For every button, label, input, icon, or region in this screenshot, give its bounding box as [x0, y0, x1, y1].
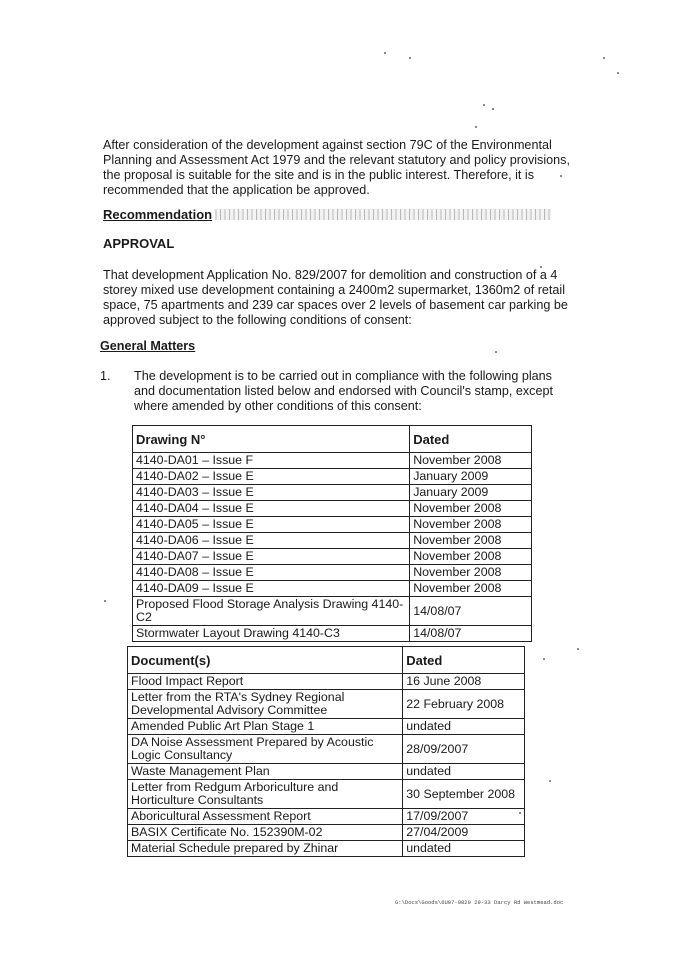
table-row [133, 565, 532, 581]
footer-file-path: G:\Docs\Goods\6U07-0829 29-33 Darcy Rd Westmead.doc [395, 899, 564, 906]
table-cell-date: 27/04/2009 [403, 825, 525, 841]
recommendation-row [103, 206, 553, 224]
table-header-row [133, 426, 532, 453]
table-row [133, 549, 532, 565]
table-header-row [128, 647, 525, 674]
table-cell-date: November 2008 [410, 581, 532, 597]
table-row [133, 469, 532, 485]
header-dated: Dated [403, 647, 525, 674]
table-cell-date: undated [403, 841, 525, 857]
table-cell-item: 4140-DA06 – Issue E [133, 533, 410, 549]
table-cell-item: Letter from Redgum Arboriculture and Horticulture Consultants [128, 780, 403, 809]
table-cell-date: January 2009 [410, 469, 532, 485]
general-matters-heading: General Matters [100, 339, 196, 353]
table-cell-item: 4140-DA05 – Issue E [133, 517, 410, 533]
documents-table [127, 646, 525, 857]
table-row [128, 719, 525, 735]
table-cell-item: Flood Impact Report [128, 674, 403, 690]
table-cell-item: 4140-DA08 – Issue E [133, 565, 410, 581]
scan-speck [495, 351, 497, 353]
table-cell-date: 30 September 2008 [403, 780, 525, 809]
table-cell-item: 4140-DA04 – Issue E [133, 501, 410, 517]
approval-paragraph: That development Application No. 829/2007 for demolition and construction of a 4 storey mixed use development containing a 2400m2 supermarket, 1360m2 of retail space, 75 apartments and 239 car spaces over 2 levels of basement car parking be approved subject to the following conditions of consent: [103, 268, 568, 327]
table-cell-item: Letter from the RTA's Sydney Regional Developmental Advisory Committee [128, 690, 403, 719]
table-cell-item: Aboricultural Assessment Report [128, 809, 403, 825]
scan-speck [577, 648, 579, 650]
table-row [133, 501, 532, 517]
scan-speck [104, 600, 106, 602]
table-row [133, 533, 532, 549]
table-cell-item: BASIX Certificate No. 152390M-02 [128, 825, 403, 841]
scan-speck [603, 57, 605, 59]
scan-noise-strip [215, 209, 551, 220]
table-cell-item: 4140-DA02 – Issue E [133, 469, 410, 485]
table-cell-date: November 2008 [410, 565, 532, 581]
table-row [133, 626, 532, 642]
table-cell-date: 28/09/2007 [403, 735, 525, 764]
table-cell-item: 4140-DA03 – Issue E [133, 485, 410, 501]
scan-speck [543, 658, 545, 660]
table-cell-date: November 2008 [410, 501, 532, 517]
recommendation-heading: Recommendation [103, 207, 213, 222]
table-cell-item: Material Schedule prepared by Zhinar [128, 841, 403, 857]
drawings-table [132, 425, 532, 642]
table-row [128, 674, 525, 690]
table-cell-date: January 2009 [410, 485, 532, 501]
table-cell-item: Proposed Flood Storage Analysis Drawing 4140-C2 [133, 597, 410, 626]
scan-speck [492, 108, 494, 110]
table-row [133, 581, 532, 597]
scan-speck [409, 57, 411, 59]
table-cell-date: November 2008 [410, 517, 532, 533]
table-cell-date: 17/09/2007 [403, 809, 525, 825]
table-cell-date: November 2008 [410, 533, 532, 549]
table-row [133, 453, 532, 469]
scan-speck [549, 780, 551, 782]
header-documents: Document(s) [128, 647, 403, 674]
table-row [128, 780, 525, 809]
table-cell-item: 4140-DA09 – Issue E [133, 581, 410, 597]
table-cell-date: 14/08/07 [410, 597, 532, 626]
header-drawing-number: Drawing N° [133, 426, 410, 453]
table-cell-date: 22 February 2008 [403, 690, 525, 719]
table-cell-date: November 2008 [410, 549, 532, 565]
table-cell-item: Amended Public Art Plan Stage 1 [128, 719, 403, 735]
condition-number: 1. [100, 369, 111, 383]
table-row [133, 517, 532, 533]
table-cell-item: Waste Management Plan [128, 764, 403, 780]
table-cell-date: undated [403, 719, 525, 735]
approval-heading: APPROVAL [103, 236, 175, 251]
table-cell-item: 4140-DA07 – Issue E [133, 549, 410, 565]
scan-speck [384, 52, 386, 54]
table-row [128, 825, 525, 841]
intro-paragraph: After consideration of the development against section 79C of the Environmental Planning and Assessment Act 1979 and the relevant statutory and policy provisions, the proposal is suitable for the site and is in the public interest. Therefore, it is recommended that the application be approved. [103, 138, 570, 197]
table-cell-item: Stormwater Layout Drawing 4140-C3 [133, 626, 410, 642]
condition-text: The development is to be carried out in compliance with the following plans and documentation listed below and endorsed with Council's stamp, except where amended by other conditions of this consent: [134, 369, 553, 413]
table-row [133, 597, 532, 626]
table-row [128, 690, 525, 719]
table-row [128, 735, 525, 764]
table-cell-date: 16 June 2008 [403, 674, 525, 690]
scan-speck [475, 126, 477, 128]
table-cell-date: November 2008 [410, 453, 532, 469]
scan-speck [617, 72, 619, 74]
table-row [128, 764, 525, 780]
table-row [128, 809, 525, 825]
table-cell-item: 4140-DA01 – Issue F [133, 453, 410, 469]
table-cell-date: undated [403, 764, 525, 780]
table-cell-date: 14/08/07 [410, 626, 532, 642]
scan-speck [483, 104, 485, 106]
table-cell-item: DA Noise Assessment Prepared by Acoustic Logic Consultancy [128, 735, 403, 764]
header-dated: Dated [410, 426, 532, 453]
table-row [128, 841, 525, 857]
table-row [133, 485, 532, 501]
